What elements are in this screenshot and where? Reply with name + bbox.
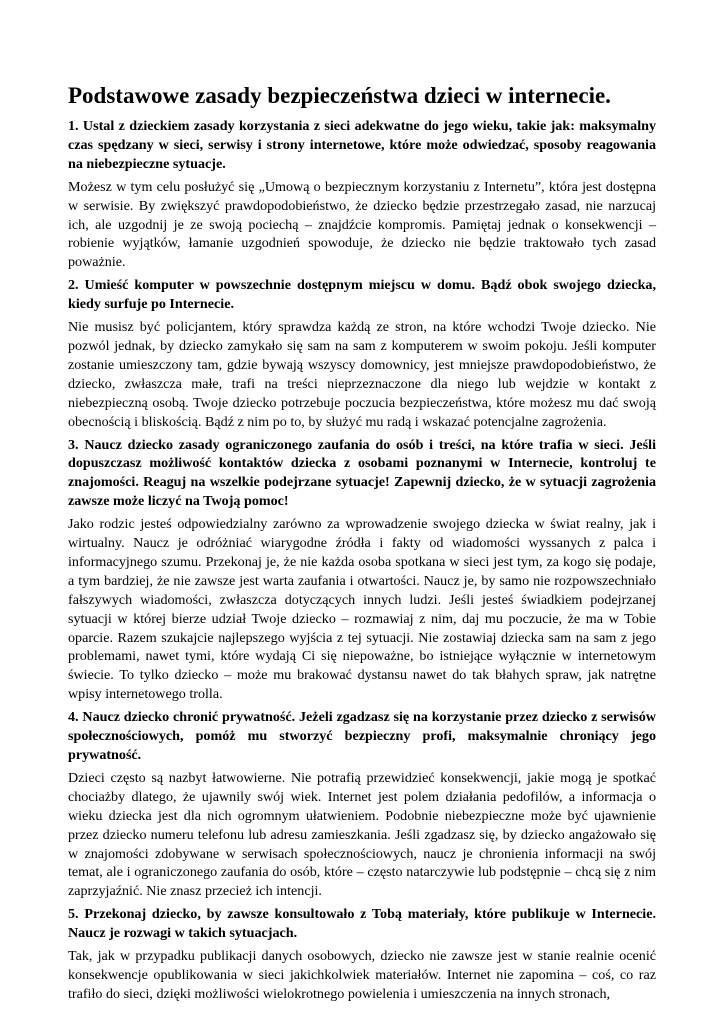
section-4-body: Dzieci często są nazbyt łatwowierne. Nie potrafią przewidzieć konsekwencji, jakie mogą je spotkać chociażby dlatego, że ujawnily swój wiek. Internet jest polem działania pedofilów, a informacja o wieku dziecka jest dla nich ogromnym ułatwieniem. Podobnie niebezpieczne może być ujawnienie przez dziecko numeru telefonu lub adresu zamieszkania. Jeśli zgadzasz się, by dziecko angażowało się w znajomości zdobywane w serwisach społecznościowych, naucz je chronienia informacji na swój temat, ale i ograniczonego zaufania do osób, które – często natarczywie lub podstępnie – chcą się z nim zaprzyjaźnić. Nie znasz przecież ich intencji. — [68, 769, 656, 900]
section-3-body: Jako rodzic jesteś odpowiedzialny zarówno za wprowadzenie swojego dziecka w świat realny, jak i wirtualny. Naucz je odróżniać wiarygodne źródła i fakty od wiadomości wyssanych z palca i informacyjnego szumu. Przekonaj je, że nie każda osoba spotkana w sieci jest tym, za kogo się podaje, a tym bardziej, że nie zawsze jest warta zaufania i otwartości. Naucz je, by samo nie rozpowszechniało fałszywych wiadomości, zwłaszcza dotyczących innych ludzi. Jeśli jesteś świadkiem podejrzanej sytuacji w której bierze udział Twoje dziecko – rozmawiaj z nim, daj mu poczucie, że ma w Tobie oparcie. Razem szukajcie najlepszego wyjścia z tej sytuacji. Nie zostawiaj dziecka sam na sam z jego problemami, nawet tymi, które wydają Ci się niepoważne, bo istniejące wyłącznie w internetowym świecie. To tylko dziecko – może mu brakować dystansu nawet do tak błahych spraw, jak natrętne wpisy internetowego trolla. — [68, 516, 656, 703]
section-4-heading: 4. Naucz dziecko chronić prywatność. Jeżeli zgadzasz się na korzystanie przez dziecko z serwisów społecznościowych, pomóż mu stworzyć bezpieczny profi, maksymalnie chroniący jego prywatność. — [68, 709, 656, 763]
section-1-body: Możesz w tym celu posłużyć się „Umową o bezpiecznym korzystaniu z Internetu”, która jest dostępna w serwisie. By zwiększyć prawdopodobieństwo, że dziecko będzie przestrzegało zasad, nie narzucaj ich, ale uzgodnij je ze swoją pociechą – znajdźcie kompromis. Pamiętaj jednak o konsekwencji – robienie wyjątków, łamanie uzgodnień spowoduje, że dziecko nie będzie traktowało tych zasad poważnie. — [68, 178, 656, 271]
section-3-heading: 3. Naucz dziecko zasady ograniczonego zaufania do osób i treści, na które trafia w sieci. Jeśli dopuszczasz możliwość kontaktów dziecka z osobami poznanymi w Internecie, kontroluj te znajomości. Reaguj na wszelkie podejrzane sytuacje! Zapewnij dziecko, że w sytuacji zagrożenia zawsze może liczyć na Twoją pomoc! — [68, 436, 656, 510]
section-5-body: Tak, jak w przypadku publikacji danych osobowych, dziecko nie zawsze jest w stanie realnie ocenić konsekwencje opublikowania w sieci jakichkolwiek materiałów. Internet nie zapomina – coś, co raz trafiło do sieci, dzięki możliwości wielokrotnego powielenia i umieszczenia na innych stronach, — [68, 948, 656, 1002]
section-2-body: Nie musisz być policjantem, który sprawdza każdą ze stron, na które wchodzi Twoje dziecko. Nie pozwól jednak, by dziecko zamykało się sam na sam z komputerem w swoim pokoju. Jeśli komputer zostanie umieszczony tam, gdzie bywają wszyscy domownicy, jest mniejsze prawdopodobieństwo, że dziecko, zwłaszcza małe, trafi na treści nieprzeznaczone dla niego lub wejdzie w kontakt z niebezpieczną osobą. Twoje dziecko potrzebuje poczucia bezpieczeństwa, które możesz mu dać swoją obecnością i bliskością. Bądź z nim po to, by służyć mu radą i wskazać potencjalne zagrożenia. — [68, 319, 656, 430]
document-title: Podstawowe zasady bezpieczeństwa dzieci w internecie. — [68, 83, 611, 108]
section-1-heading: 1. Ustal z dzieckiem zasady korzystania z sieci adekwatne do jego wieku, takie jak: maksymalny czas spędzany w sieci, serwisy i strony internetowe, które może odwiedzać, sposoby reagowania na niebezpieczne sytuacje. — [68, 118, 656, 172]
document-content — [68, 82, 656, 1004]
section-2-heading: 2. Umieść komputer w powszechnie dostępnym miejscu w domu. Bądź obok swojego dziecka, kiedy surfuje po Internecie. — [68, 277, 656, 313]
section-5-heading: 5. Przekonaj dziecko, by zawsze konsultowało z Tobą materiały, które publikuje w Internecie. Naucz je rozwagi w takich sytuacjach. — [68, 906, 656, 942]
